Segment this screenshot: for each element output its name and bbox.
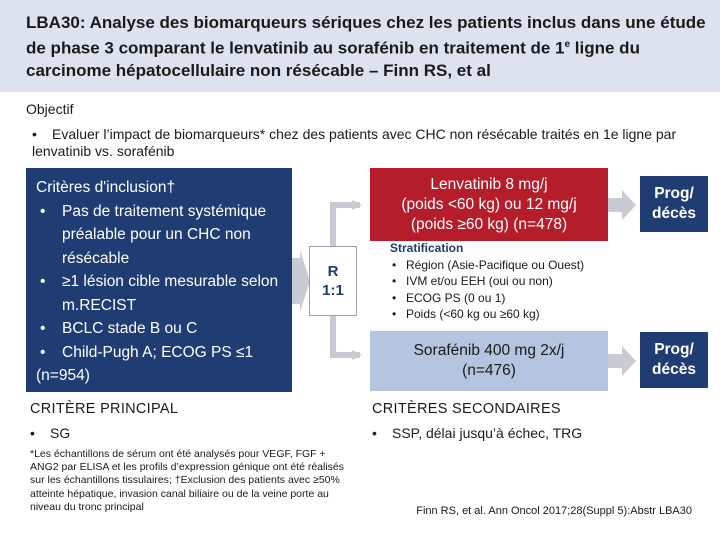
list-item: • BCLC stade B ou C	[36, 317, 282, 341]
stratification-list	[390, 257, 630, 323]
secondary-endpoints-item: • SSP, délai jusqu’à échec, TRG	[372, 425, 583, 441]
list-item: • Pas de traitement systémique préalable pour un CHC non résécable	[36, 200, 282, 271]
inclusion-criteria-box	[26, 168, 292, 392]
outcome-label-line2: décès	[652, 205, 696, 222]
bullet-marker: •	[372, 425, 377, 441]
list-item: • Child-Pugh A; ECOG PS ≤1	[36, 341, 282, 365]
list-item: • ECOG PS (0 ou 1)	[392, 290, 506, 305]
list-item: • Poids (<60 kg ou ≥60 kg)	[392, 307, 540, 321]
slide-title: LBA30: Analyse des biomarqueurs sériques chez les patients inclus dans une étude de phase 3 comparant le lenvatinib au sorafénib en traitement de 1e ligne du carcinome hépatocellulaire non résécable – Finn RS, et al	[26, 13, 706, 80]
footnote: *Les échantillons de sérum ont été analysés pour VEGF, FGF + ANG2 par ELISA et les profils d’expression génique ont été réalisés sur les échantillons tissulaires; †Exclusion des patients avec ≥50% atteinte hépatique, invasion canal biliaire ou de la veine porte au niveau du tronc principal	[30, 448, 345, 513]
bullet-marker: •	[40, 343, 46, 361]
randomization-ratio: 1:1	[322, 282, 344, 299]
lenvatinib-dose-line1: Lenvatinib 8 mg/j	[430, 175, 548, 193]
inclusion-n: (n=954)	[36, 367, 90, 384]
list-item: • ≥1 lésion cible mesurable selon m.RECIST	[36, 270, 282, 317]
stratification-heading: Stratification	[390, 241, 464, 255]
outcome-label-line1: Prog/	[654, 185, 694, 202]
sorafenib-dose-line2: (n=476)	[462, 362, 516, 379]
lenvatinib-dose-line3: (poids ≥60 kg) (n=478)	[410, 215, 568, 233]
outcome-label-line2: décès	[652, 361, 696, 378]
bullet-marker: •	[392, 257, 397, 272]
stratification-block	[390, 240, 630, 323]
objective-text: Evaluer l’impact de biomarqueurs* chez des patients avec CHC non résécable traités en 1e ligne par lenvatinib vs. sorafénib	[32, 126, 677, 159]
sorafenib-to-outcome-arrow	[608, 346, 636, 376]
outcome-box-sorafenib	[640, 332, 708, 388]
inclusion-list	[36, 200, 282, 365]
bullet-marker: •	[392, 274, 397, 288]
bullet-marker: •	[40, 273, 46, 290]
bullet-marker: •	[392, 290, 397, 305]
objective-heading: Objectif	[26, 101, 74, 117]
secondary-endpoints-heading: CRITÈRES SECONDAIRES	[372, 401, 561, 417]
outcome-label-line1: Prog/	[654, 341, 694, 358]
inclusion-to-rand-arrow	[292, 250, 310, 312]
lenvatinib-to-outcome-arrow	[608, 190, 636, 220]
bullet-marker: •	[32, 126, 37, 142]
list-item: • Région (Asie-Pacifique ou Ouest)	[392, 257, 585, 272]
primary-endpoint-heading: CRITÈRE PRINCIPAL	[30, 401, 179, 417]
bullet-marker: •	[30, 425, 35, 441]
bullet-marker: •	[40, 320, 46, 337]
inclusion-heading: Critères d'inclusion†	[36, 179, 176, 196]
lenvatinib-dose-line2: (poids <60 kg) ou 12 mg/j	[401, 195, 577, 213]
lenvatinib-arm-box	[370, 168, 608, 241]
primary-endpoint-item: • SG	[30, 425, 71, 441]
bullet-marker: •	[40, 202, 46, 220]
outcome-box-lenvatinib	[640, 176, 708, 232]
randomization-letter: R	[327, 263, 339, 280]
sorafenib-arm-box	[370, 331, 608, 391]
sorafenib-dose-line1: Sorafénib 400 mg 2x/j	[413, 342, 565, 359]
randomization-box	[309, 246, 357, 316]
bullet-marker: •	[392, 307, 397, 321]
reference-citation: Finn RS, et al. Ann Oncol 2017;28(Suppl 5):Abstr LBA30	[416, 505, 692, 517]
list-item: • IVM et/ou EEH (oui ou non)	[392, 274, 553, 288]
